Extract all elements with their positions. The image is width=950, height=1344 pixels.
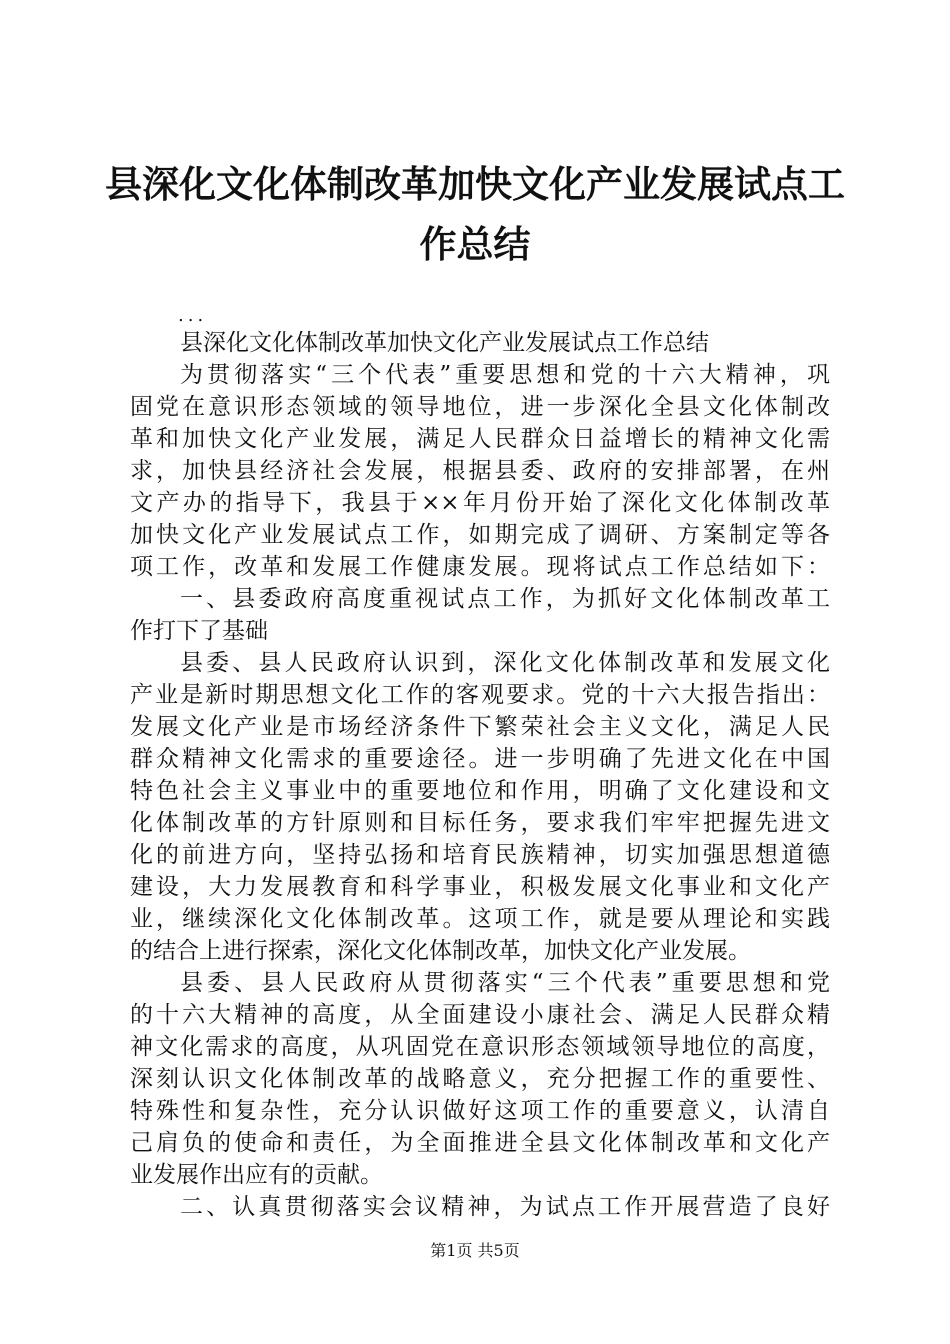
body-line: 一、县委政府高度重视试点工作，为抓好文化体制改革工 [180, 586, 830, 612]
document-title-line-1: 县深化文化体制改革加快文化产业发展试点工 [105, 162, 845, 206]
body-line: 作打下了基础 [130, 618, 268, 644]
body-line: 群众精神文化需求的重要途径。进一步明确了先进文化在中国 [130, 746, 830, 772]
body-line: 项工作，改革和发展工作健康发展。现将试点工作总结如下： [130, 554, 830, 580]
body-line: 为贯彻落实“三个代表”重要思想和党的十六大精神，巩 [180, 362, 830, 388]
body-line: 固党在意识形态领域的领导地位，进一步深化全县文化体制改 [130, 394, 830, 420]
body-line: 的结合上进行探索，深化文化体制改革，加快文化产业发展。 [130, 938, 751, 964]
body-line: 二、认真贯彻落实会议精神，为试点工作开展营造了良好 [180, 1194, 830, 1220]
document-title-line-2: 作总结 [419, 222, 531, 266]
body-line: 化的前进方向，坚持弘扬和培育民族精神，切实加强思想道德 [130, 842, 830, 868]
body-line: 革和加快文化产业发展，满足人民群众日益增长的精神文化需 [130, 426, 830, 452]
body-line: 特色社会主义事业中的重要地位和作用，明确了文化建设和文 [130, 778, 830, 804]
body-line: 业发展作出应有的贡献。 [130, 1162, 383, 1188]
body-line: 深刻认识文化体制改革的战略意义，充分把握工作的重要性、 [130, 1066, 830, 1092]
body-line: 特殊性和复杂性，充分认识做好这项工作的重要意义，认清自 [130, 1098, 830, 1124]
body-line: 神文化需求的高度，从巩固党在意识形态领域领导地位的高度， [130, 1034, 830, 1060]
body-line: 加快文化产业发展试点工作，如期完成了调研、方案制定等各 [130, 522, 830, 548]
body-line: 己肩负的使命和责任，为全面推进全县文化体制改革和文化产 [130, 1130, 830, 1156]
body-line: 化体制改革的方针原则和目标任务，要求我们牢牢把握先进文 [130, 810, 830, 836]
document-body [130, 327, 830, 1223]
body-line: 发展文化产业是市场经济条件下繁荣社会主义文化，满足人民 [130, 714, 830, 740]
body-line: 的十六大精神的高度，从全面建设小康社会、满足人民群众精 [130, 1002, 830, 1028]
body-line: 文产办的指导下，我县于××年月份开始了深化文化体制改革 [130, 490, 830, 516]
body-line: 县委、县人民政府认识到，深化文化体制改革和发展文化 [180, 650, 830, 676]
body-line: 建设，大力发展教育和科学事业，积极发展文化事业和文化产 [130, 874, 830, 900]
body-line: 县深化文化体制改革加快文化产业发展试点工作总结 [180, 330, 709, 356]
body-line: 求，加快县经济社会发展，根据县委、政府的安排部署，在州 [130, 458, 830, 484]
page-number-footer: 第1页 共5页 [430, 1241, 520, 1260]
body-line: 业，继续深化文化体制改革。这项工作，就是要从理论和实践 [130, 906, 830, 932]
ellipsis-marker: ... [178, 305, 208, 326]
body-line: 产业是新时期思想文化工作的客观要求。党的十六大报告指出： [130, 682, 830, 708]
body-line: 县委、县人民政府从贯彻落实“三个代表”重要思想和党 [180, 970, 830, 996]
